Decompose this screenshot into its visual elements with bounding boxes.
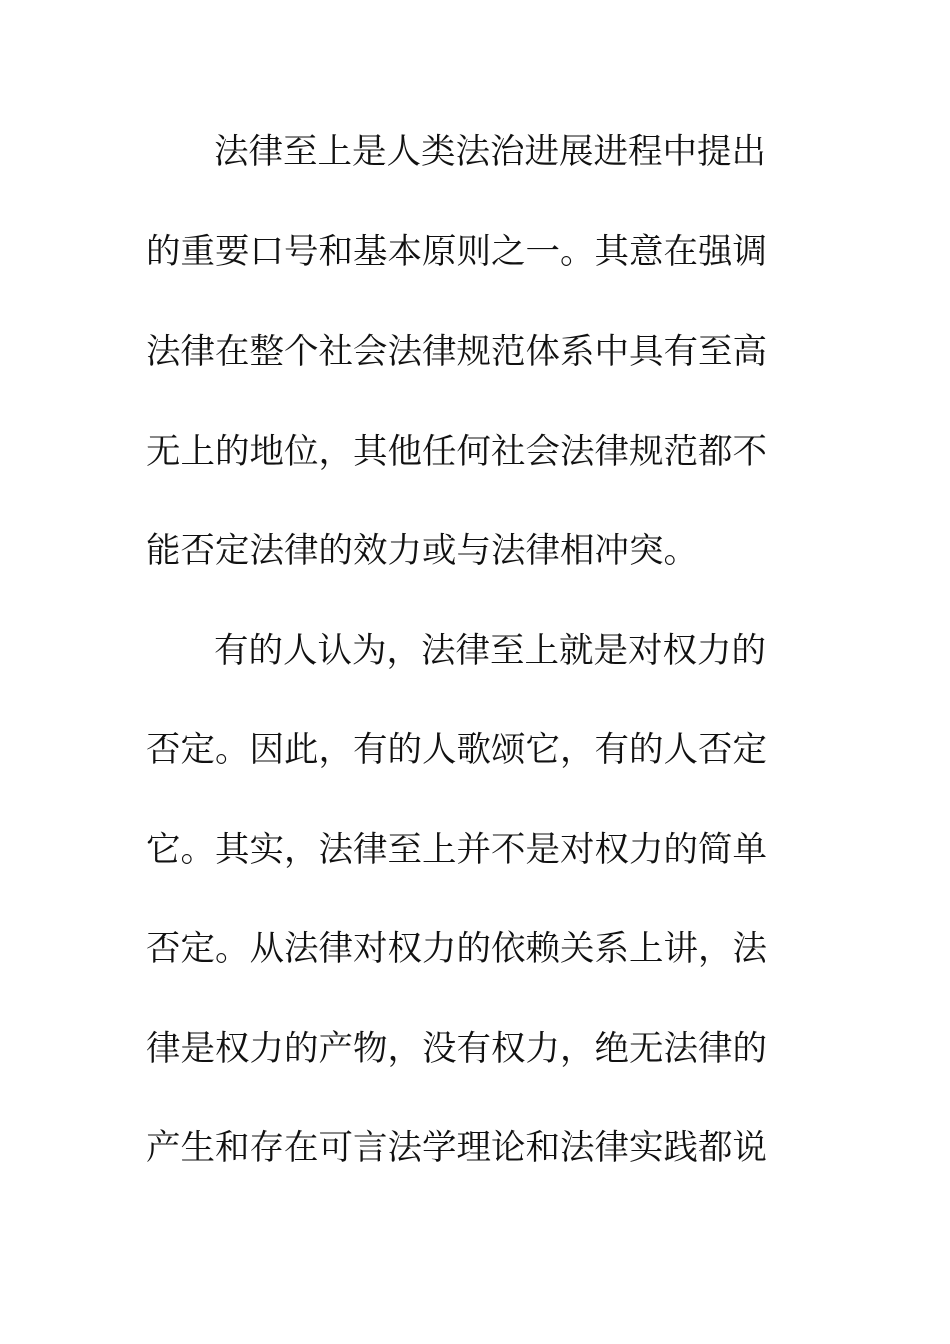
paragraph-2-line-3: 它。其实，法律至上并不是对权力的简单	[146, 830, 767, 870]
paragraph-2-line-1: 有的人认为，法律至上就是对权力的	[214, 631, 766, 671]
paragraph-2-line-2: 否定。因此，有的人歌颂它，有的人否定	[146, 730, 767, 770]
paragraph-1-line-2: 的重要口号和基本原则之一。其意在强调	[146, 232, 767, 272]
paragraph-1-line-4: 无上的地位，其他任何社会法律规范都不	[146, 432, 767, 472]
paragraph-2-line-6: 产生和存在可言法学理论和法律实践都说	[146, 1128, 767, 1168]
paragraph-1-line-5: 能否定法律的效力或与法律相冲突。	[146, 531, 698, 571]
paragraph-2-line-4: 否定。从法律对权力的依赖关系上讲，法	[146, 929, 767, 969]
paragraph-1-line-3: 法律在整个社会法律规范体系中具有至高	[146, 332, 767, 372]
paragraph-1-line-1: 法律至上是人类法治进展进程中提出	[214, 132, 766, 172]
paragraph-2-line-5: 律是权力的产物，没有权力，绝无法律的	[146, 1029, 767, 1069]
